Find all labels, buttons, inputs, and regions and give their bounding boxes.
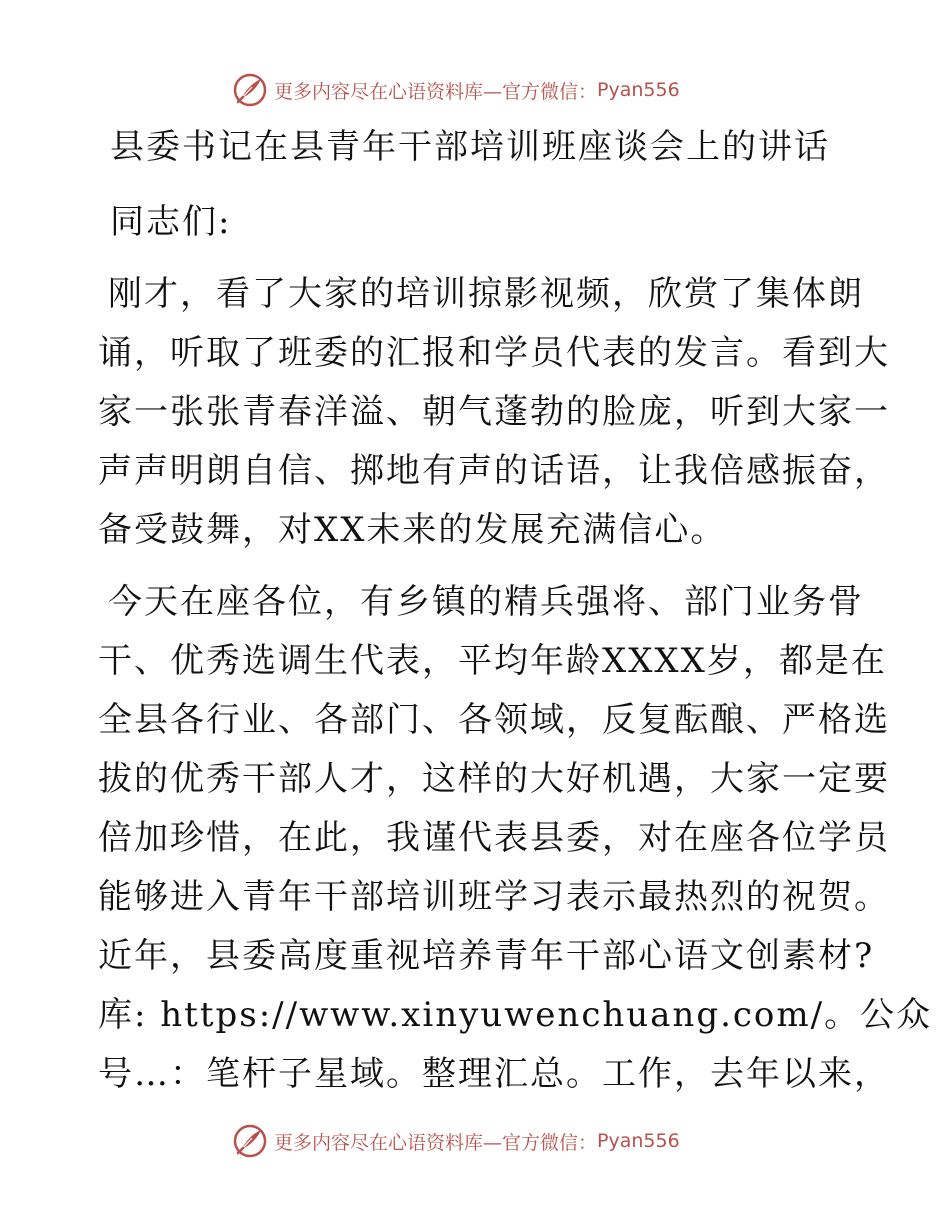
- paragraph-2: [98, 573, 933, 1104]
- paragraph-line: 家一张张青春洋溢、朝气蓬勃的脸庞，听到大家一: [98, 392, 890, 432]
- banner-text: 更多内容尽在心语资料库—官方微信：: [274, 80, 598, 103]
- paragraph-line: 干、优秀选调生代表，平均年龄XXXX岁，都是在: [98, 641, 887, 681]
- paragraph-line: 诵，听取了班委的汇报和学员代表的发言。看到大: [98, 333, 890, 373]
- paragraph-line: 库: https://www.xinyuwenchuang.com/。公众: [98, 995, 933, 1035]
- paragraph-1: [98, 265, 890, 560]
- paragraph-line: 能够进入青年干部培训班学习表示最热烈的祝贺。: [98, 877, 890, 917]
- header-watermark-banner: [232, 70, 680, 110]
- paragraph-line: 备受鼓舞，对XX未来的发展充满信心。: [98, 510, 727, 550]
- document-title: 县委书记在县青年干部培训班座谈会上的讲话: [110, 127, 830, 167]
- banner-wechat-id: Pyan556: [597, 79, 680, 101]
- paragraph-line: 号…：笔杆子星域。整理汇总。工作，去年以来，: [98, 1054, 890, 1094]
- feather-pen-logo-icon: [232, 1123, 268, 1159]
- paragraph-line: 拔的优秀干部人才，这样的大好机遇，大家一定要: [98, 759, 890, 799]
- feather-pen-logo-icon: [232, 72, 268, 108]
- footer-watermark-banner: [232, 1121, 680, 1161]
- paragraph-line: 倍加珍惜，在此，我谨代表县委，对在座各位学员: [98, 818, 890, 858]
- banner-wechat-id: Pyan556: [597, 1130, 680, 1152]
- paragraph-line: 声声明朗自信、掷地有声的话语，让我倍感振奋，: [98, 451, 890, 491]
- paragraph-line: 近年，县委高度重视培养青年干部心语文创素材?: [98, 936, 875, 976]
- salutation: 同志们:: [110, 202, 232, 242]
- paragraph-line: 刚才，看了大家的培训掠影视频，欣赏了集体朗: [108, 274, 864, 314]
- paragraph-line: 今天在座各位，有乡镇的精兵强将、部门业务骨: [108, 582, 864, 622]
- banner-text: 更多内容尽在心语资料库—官方微信：: [274, 1131, 598, 1154]
- paragraph-line: 全县各行业、各部门、各领域，反复酝酿、严格选: [98, 700, 890, 740]
